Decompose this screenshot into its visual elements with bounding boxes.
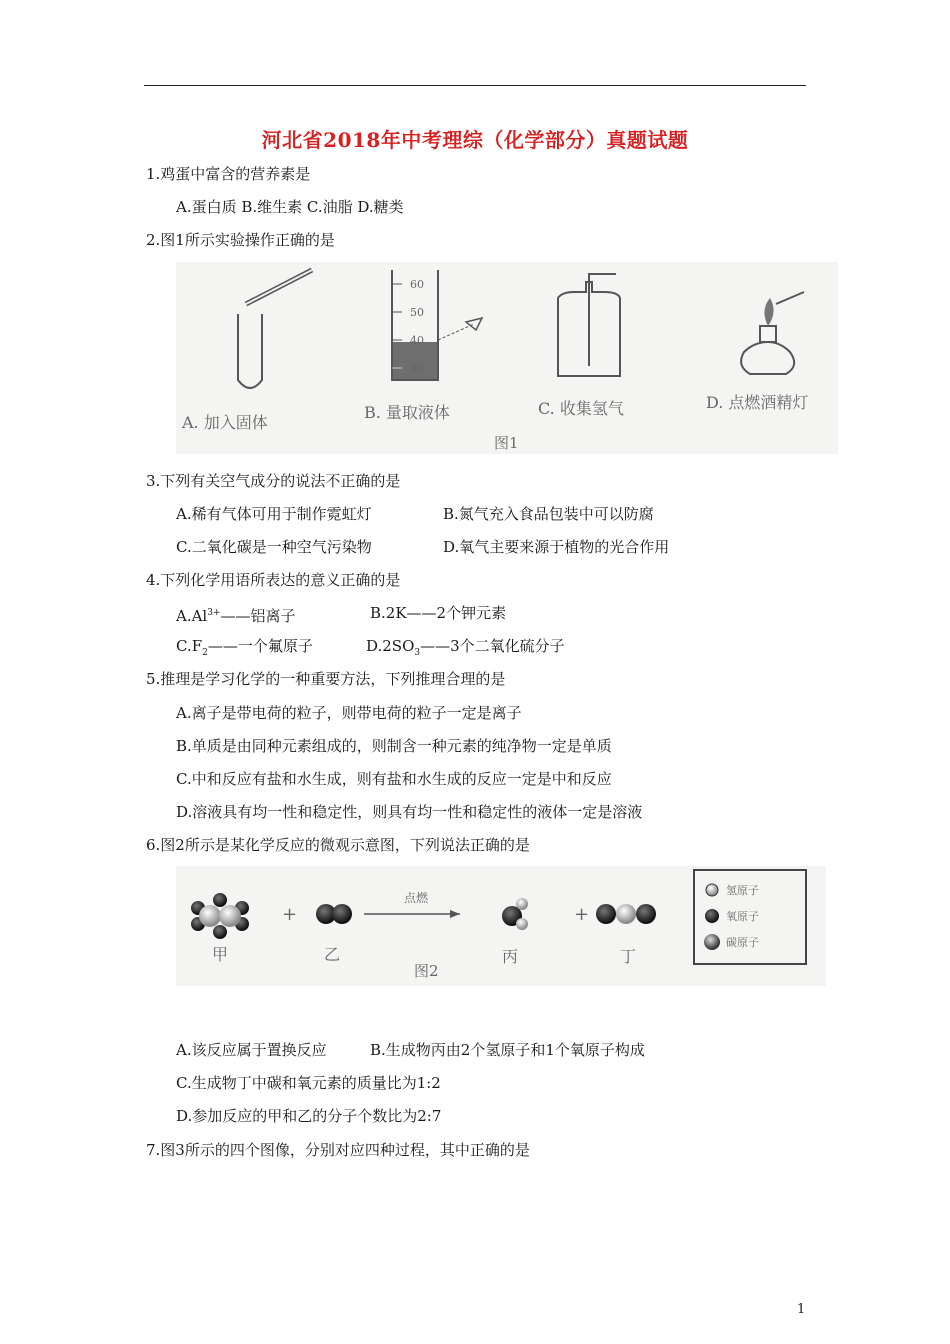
- figure-1-drawing: [176, 262, 838, 454]
- question-6-option-d: D.参加反应的甲和乙的分子个数比为2:7: [176, 1107, 442, 1125]
- species-label-bing: 丙: [502, 947, 519, 966]
- legend-hydrogen: 氢原子: [726, 884, 759, 897]
- legend-oxygen: 氧原子: [726, 910, 759, 923]
- alcohol-lamp-illustration: [741, 292, 804, 374]
- cylinder-mark-30: 30: [410, 362, 424, 375]
- figure-1-label-d: D. 点燃酒精灯: [706, 393, 809, 412]
- molecule-jia: [191, 893, 249, 939]
- molecule-bing: [502, 898, 528, 930]
- question-3-option-b: B.氮气充入食品包装中可以防腐: [443, 505, 654, 523]
- figure-2-drawing: [176, 866, 826, 986]
- species-label-jia: 甲: [212, 945, 229, 964]
- figure-1-caption: 图1: [494, 434, 519, 452]
- page-number: 1: [797, 1302, 806, 1317]
- species-label-yi: 乙: [324, 945, 341, 964]
- page-title: 河北省2018年中考理综（化学部分）真题试题: [261, 128, 689, 152]
- question-5-option-b: B.单质是由同种元素组成的，则制含一种元素的纯净物一定是单质: [176, 737, 612, 755]
- cylinder-mark-60: 60: [410, 278, 424, 291]
- test-tube-illustration: [238, 270, 312, 388]
- question-3-option-a: A.稀有气体可用于制作霓虹灯: [176, 505, 372, 523]
- question-2-stem: 2.图1所示实验操作正确的是: [146, 231, 335, 249]
- graduated-cylinder-illustration: [392, 270, 482, 380]
- question-6-option-c: C.生成物丁中碳和氧元素的质量比为1:2: [176, 1074, 441, 1092]
- question-4-stem: 4.下列化学用语所表达的意义正确的是: [146, 571, 401, 589]
- question-6-option-b: B.生成物丙由2个氢原子和1个氧原子构成: [370, 1041, 645, 1059]
- molecule-ding: [596, 904, 656, 924]
- question-4-option-c: $C.F_2——$一个氟原子: [176, 637, 313, 658]
- question-6-stem: 6.图2所示是某化学反应的微观示意图，下列说法正确的是: [146, 836, 530, 854]
- question-5-option-c: C.中和反应有盐和水生成，则有盐和水生成的反应一定是中和反应: [176, 770, 612, 788]
- question-1-stem: 1.鸡蛋中富含的营养素是: [146, 165, 311, 183]
- question-1-options: A.蛋白质 B.维生素 C.油脂 D.糖类: [176, 198, 404, 216]
- question-3-stem: 3.下列有关空气成分的说法不正确的是: [146, 472, 401, 490]
- figure-1-label-b: B. 量取液体: [364, 403, 450, 422]
- cylinder-mark-50: 50: [410, 306, 424, 319]
- cylinder-mark-40: 40: [410, 334, 424, 347]
- species-label-ding: 丁: [620, 947, 637, 966]
- plus-sign-2: +: [574, 904, 590, 925]
- question-3-option-d: D.氧气主要来源于植物的光合作用: [443, 538, 670, 556]
- figure-2-caption: 图2: [414, 962, 439, 980]
- plus-sign-1: +: [282, 904, 298, 925]
- question-4-option-a: $A.Al^{3+}——$铝离子: [176, 607, 296, 625]
- legend-carbon: 碳原子: [726, 936, 759, 949]
- header-rule: [144, 85, 806, 86]
- question-3-option-c: C.二氧化碳是一种空气污染物: [176, 538, 372, 556]
- figure-1: [176, 262, 838, 454]
- figure-1-label-c: C. 收集氢气: [538, 399, 624, 418]
- question-5-option-d: D.溶液具有均一性和稳定性，则具有均一性和稳定性的液体一定是溶液: [176, 803, 643, 821]
- question-7-stem: 7.图3所示的四个图像，分别对应四种过程，其中正确的是: [146, 1141, 530, 1159]
- question-4-option-b: B.2K——2个钾元素: [370, 604, 507, 622]
- arrow-label: 点燃: [404, 891, 429, 905]
- figure-1-label-a: A. 加入固体: [182, 413, 268, 432]
- question-5-option-a: A.离子是带电荷的粒子，则带电荷的粒子一定是离子: [176, 704, 522, 722]
- figure-2: [176, 866, 826, 986]
- question-6-option-a: A.该反应属于置换反应: [176, 1041, 327, 1059]
- question-4-option-d: $D.2SO_3——3$个二氧化硫分子: [366, 637, 565, 658]
- question-5-stem: 5.推理是学习化学的一种重要方法，下列推理合理的是: [146, 670, 506, 688]
- molecule-yi: [316, 904, 352, 924]
- gas-bottle-illustration: [558, 274, 620, 376]
